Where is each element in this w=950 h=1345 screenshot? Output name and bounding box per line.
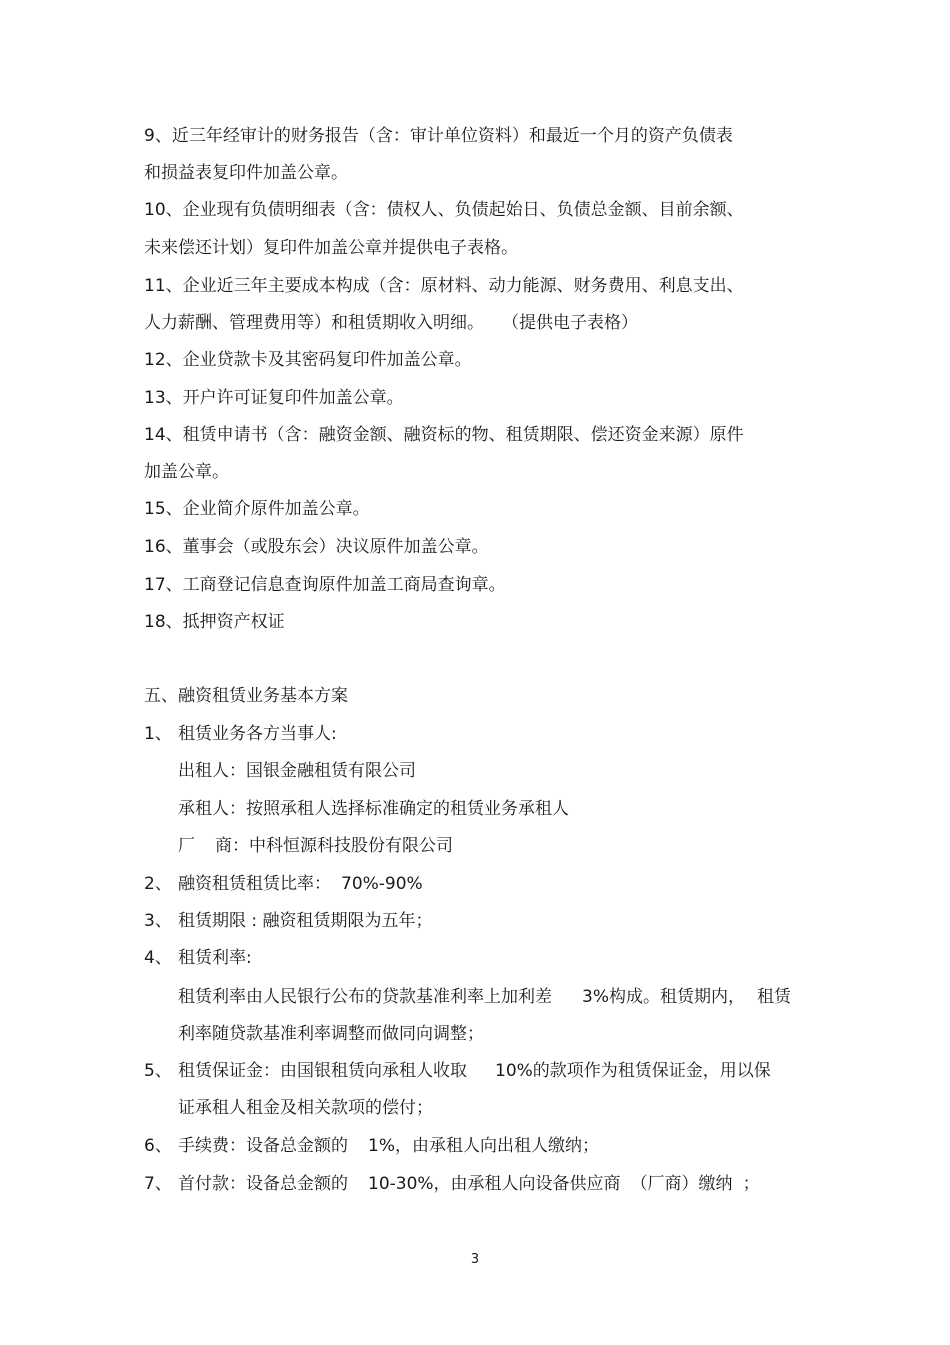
plan-item-1-number: 1、 bbox=[144, 724, 172, 744]
req-item-11-line1: 11、企业近三年主要成本构成（含：原材料、动力能源、财务费用、利息支出、 bbox=[144, 276, 744, 296]
plan-item-2-text: 融资租赁租赁比率： bbox=[178, 874, 331, 894]
plan-item-1 bbox=[144, 722, 337, 746]
req-item-18: 18、抵押资产权证 bbox=[144, 612, 285, 632]
plan-item-2-value: 70%-90% bbox=[341, 874, 423, 894]
party-vendor bbox=[178, 834, 453, 858]
plan-item-6 bbox=[144, 1134, 599, 1158]
plan-item-4 bbox=[144, 946, 252, 970]
plan-item-4-detail-line1 bbox=[178, 985, 791, 1009]
req-item-13: 13、开户许可证复印件加盖公章。 bbox=[144, 388, 404, 408]
party-vendor-char-a: 厂 bbox=[178, 836, 195, 856]
plan-item-1-text: 租赁业务各方当事人: bbox=[178, 724, 337, 744]
req-item-14-line1: 14、租赁申请书（含：融资金额、融资标的物、租赁期限、偿还资金来源）原件 bbox=[144, 425, 744, 445]
section-heading: 五、融资租赁业务基本方案 bbox=[144, 686, 348, 706]
req-item-11-line2 bbox=[144, 311, 638, 335]
req-item-11-line2-main: 人力薪酬、管理费用等）和租赁期收入明细。 bbox=[144, 313, 484, 333]
plan-item-7-text-b: 10-30%，由承租人向设备供应商 bbox=[368, 1174, 621, 1194]
party-vendor-rest: 商：中科恒源科技股份有限公司 bbox=[215, 836, 453, 856]
plan-item-5 bbox=[144, 1059, 771, 1083]
plan-item-2-number: 2、 bbox=[144, 874, 172, 894]
plan-item-6-text-b: 1%，由承租人向出租人缴纳； bbox=[368, 1136, 599, 1156]
plan-item-6-number: 6、 bbox=[144, 1136, 172, 1156]
plan-item-2 bbox=[144, 872, 423, 896]
plan-item-7-text-a: 首付款：设备总金额的 bbox=[178, 1174, 348, 1194]
req-item-9-line1: 9、近三年经审计的财务报告（含：审计单位资料）和最近一个月的资产负债表 bbox=[144, 126, 733, 146]
party-lessor: 出租人：国银金融租赁有限公司 bbox=[178, 761, 416, 781]
plan-item-3-number: 3、 bbox=[144, 911, 172, 931]
req-item-10-line1: 10、企业现有负债明细表（含：债权人、负债起始日、负债总金额、目前余额、 bbox=[144, 200, 744, 220]
plan-item-4-text: 租赁利率: bbox=[178, 948, 252, 968]
req-item-15: 15、企业简介原件加盖公章。 bbox=[144, 499, 370, 519]
req-item-16: 16、董事会（或股东会）决议原件加盖公章。 bbox=[144, 537, 489, 557]
req-item-17: 17、工商登记信息查询原件加盖工商局查询章。 bbox=[144, 575, 506, 595]
req-item-9-line2: 和损益表复印件加盖公章。 bbox=[144, 163, 348, 183]
plan-item-4-number: 4、 bbox=[144, 948, 172, 968]
plan-item-7-number: 7、 bbox=[144, 1174, 172, 1194]
page-number: 3 bbox=[470, 1252, 480, 1267]
plan-item-3-text: 租赁期限 : 融资租赁期限为五年； bbox=[178, 911, 433, 931]
plan-item-5-text-b: 10%的款项作为租赁保证金，用以保 bbox=[495, 1061, 771, 1081]
plan-item-6-text-a: 手续费：设备总金额的 bbox=[178, 1136, 348, 1156]
plan-item-5-number: 5、 bbox=[144, 1061, 172, 1081]
party-lessee: 承租人：按照承租人选择标准确定的租赁业务承租人 bbox=[178, 799, 569, 819]
plan-item-4-detail-a: 租赁利率由人民银行公布的贷款基准利率上加利差 bbox=[178, 987, 552, 1007]
req-item-12: 12、企业贷款卡及其密码复印件加盖公章。 bbox=[144, 350, 472, 370]
plan-item-5-line2: 证承租人租金及相关款项的偿付； bbox=[178, 1098, 433, 1118]
plan-item-3 bbox=[144, 909, 433, 933]
plan-item-7 bbox=[144, 1172, 760, 1196]
req-item-11-line2-note: （提供电子表格） bbox=[502, 313, 638, 333]
plan-item-7-text-c: （厂商）缴纳 bbox=[630, 1174, 733, 1194]
plan-item-4-detail-c: 租赁 bbox=[756, 987, 791, 1007]
plan-item-7-text-d: ； bbox=[742, 1174, 760, 1194]
plan-item-4-detail-b: 3%构成。租赁期内， bbox=[582, 987, 745, 1007]
plan-item-4-detail-line2: 利率随贷款基准利率调整而做同向调整； bbox=[178, 1024, 484, 1044]
req-item-10-line2: 未来偿还计划）复印件加盖公章并提供电子表格。 bbox=[144, 238, 518, 258]
plan-item-5-text-a: 租赁保证金：由国银租赁向承租人收取 bbox=[178, 1061, 467, 1081]
req-item-14-line2: 加盖公章。 bbox=[144, 462, 229, 482]
